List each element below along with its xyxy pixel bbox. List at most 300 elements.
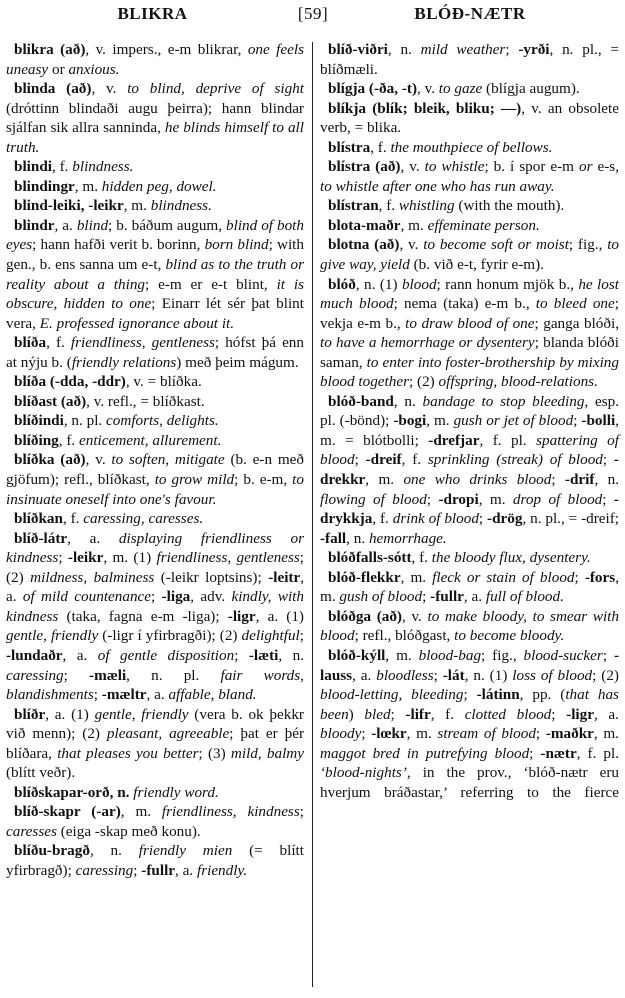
headword: blíðing (14, 431, 59, 449)
dictionary-entry (320, 40, 619, 79)
headword: blind-leiki, -leikr (14, 197, 124, 215)
entry-text: ; e-m er e-t blint, (145, 275, 277, 293)
entry-text: , f. (370, 138, 391, 156)
entry-text: ; (573, 412, 582, 430)
headword: blota-maðr (328, 216, 401, 234)
definition-text: to grow mild (154, 471, 235, 489)
dictionary-entry (320, 235, 619, 274)
definition-text: caressing (75, 861, 134, 879)
entry-text: ; þat er þér blíðara, (6, 725, 304, 762)
entry-text: ; (433, 666, 443, 684)
definition-text: the mouthpiece of bellows. (390, 138, 553, 156)
definition-text: to give way, yield (320, 236, 620, 274)
entry-text: (= blítt yfirbragð); (6, 842, 304, 879)
headword: blíða (-dda, -ddr) (14, 373, 126, 391)
running-head-right: BLÓÐ-NÆTR (414, 4, 526, 23)
entry-text: ; (234, 646, 249, 664)
entry-text: ; (463, 686, 477, 704)
entry-text: , m. (426, 412, 454, 430)
entry-text: (b. e-n með gjöfum); refl., blíðkast, (6, 451, 305, 489)
entry-text: ; (2) (409, 373, 439, 391)
entry-text: ; refl., blóðgast, (354, 627, 455, 645)
entry-text: , m. (478, 490, 513, 508)
dictionary-entry (320, 392, 619, 548)
subentry-headword: -lœkr (371, 725, 407, 743)
headword: blíðkan (14, 510, 63, 528)
definition-text: mild, balmy (230, 744, 304, 762)
dictionary-entry (6, 40, 304, 79)
definition-text: blind (76, 216, 109, 234)
definition-text: spattering of blood (320, 431, 620, 469)
subentry-headword: -fall (320, 529, 347, 547)
entry-text: ; (574, 568, 585, 586)
definition-text: mildness, balminess (30, 568, 155, 586)
dictionary-entry (320, 607, 619, 646)
entry-text: (-ligr í yfirbragði); (2) (98, 627, 242, 645)
entry-text: ; (3) (198, 744, 231, 762)
subentry-headword: -látinn (476, 686, 520, 704)
definition-text: born blind (204, 236, 269, 254)
dictionary-entry (6, 333, 304, 372)
definition-text: to whistle after one who has run away. (320, 177, 555, 195)
entry-text: , a. (175, 861, 197, 879)
entry-text: , f. (58, 431, 79, 449)
entry-text: ; (602, 646, 614, 664)
entry-text: ; b. e-m, (234, 471, 293, 489)
entry-text: ; (93, 686, 102, 704)
definition-text: to enter into foster-brothership by mixing blood together (320, 353, 619, 391)
subentry-headword: -bogi (393, 412, 427, 430)
headword: blóðfalls-sótt (328, 549, 412, 567)
definition-text: fleck or stain of blood (432, 568, 575, 586)
definition-text: bloodless (376, 666, 434, 684)
definition-text: friendliness, kindness (161, 803, 300, 821)
entry-text: ; (299, 803, 304, 821)
definition-text: gush of blood (339, 588, 423, 606)
right-column (320, 40, 619, 802)
definition-text: that has been (320, 686, 619, 723)
dictionary-entry (6, 79, 304, 157)
definition-text: pleasant, agreeable (106, 725, 230, 743)
dictionary-entry (320, 275, 619, 392)
entry-text: ; (58, 549, 68, 567)
subentry-headword: -dropi (438, 490, 479, 508)
definition-text: hidden peg, dowel. (101, 177, 217, 195)
entry-text: , a. (6, 568, 305, 606)
entry-text: ; (551, 705, 567, 723)
definition-text: blind of both eyes (6, 216, 304, 254)
subentry-headword: -leitr (268, 568, 301, 586)
entry-text: , n. (278, 646, 305, 664)
entry-text: ; (299, 627, 304, 645)
dictionary-entry (6, 411, 304, 431)
definition-text: one who drinks blood (403, 471, 552, 489)
headword: blíða (14, 334, 47, 352)
dictionary-entry (320, 138, 619, 158)
headword: blikra (að) (14, 41, 86, 58)
entry-text: , m. (385, 646, 419, 664)
definition-text: he blinds himself to all truth. (6, 119, 304, 156)
headword: blíðindi (14, 412, 64, 430)
headword: blindingr (14, 177, 75, 195)
entry-text: ; (478, 510, 488, 528)
definition-text: friendliness, gentleness (156, 549, 300, 567)
definition-text: friendly word. (133, 783, 219, 801)
headword: blíðskapar-orð, n. (14, 783, 134, 801)
entry-text: , f. (411, 549, 432, 567)
entry-text: , n. (387, 41, 421, 58)
entry-text: , n. (594, 471, 619, 489)
definition-text: bandage to stop bleeding (422, 392, 585, 410)
definition-text: delightful (241, 627, 300, 645)
headword: blístran (328, 197, 379, 215)
entry-text: , m. (400, 568, 433, 586)
definition-text: caresses (6, 822, 57, 840)
entry-text: (-leikr loptsins); (154, 568, 269, 586)
subentry-headword: -drefjar (428, 431, 480, 449)
entry-text: ; (529, 744, 541, 762)
definition-text: fair words, blandishments (6, 666, 304, 704)
definition-text: to become bloody. (454, 627, 565, 645)
entry-text: ; (426, 490, 439, 508)
definition-text: mild weather (420, 41, 506, 58)
subentry-headword: -leikr (67, 549, 104, 567)
headword: blíð-látr (14, 529, 68, 547)
definition-text: loss of blood (512, 666, 593, 684)
entry-text: , n. pl. (126, 666, 221, 684)
definition-text: full of blood. (485, 588, 564, 606)
entry-text: , f. (52, 158, 73, 176)
definition-text: friendly mien (138, 842, 233, 860)
entry-text: , v. = blíðka. (125, 373, 202, 391)
definition-text: enticement, allurement. (79, 431, 222, 449)
dictionary-entry (6, 196, 304, 216)
entry-text: ; (505, 41, 519, 58)
entry-text: , a. (54, 216, 77, 234)
definition-text: to make bloody, to smear with blood (320, 607, 619, 645)
headword: blígja (-ða, -t) (328, 80, 417, 98)
dictionary-entry (320, 568, 619, 607)
entry-text: (eiga -skap með konu). (56, 822, 201, 840)
definition-text: bloody (320, 725, 362, 743)
entry-text: , n. pl., = blíðmæli. (320, 41, 619, 78)
entry-text: ; ganga blóði, (534, 314, 619, 332)
dictionary-entry (6, 177, 304, 197)
definition-text: blood-sucker (523, 646, 603, 664)
definition-text: displaying friendliness or kindness (6, 529, 304, 567)
entry-text: (blítt veðr). (6, 764, 76, 782)
headword: blóð-flekkr (328, 568, 401, 586)
entry-text: , m. (400, 216, 428, 234)
definition-text: friendly. (196, 861, 248, 879)
entry-text: ; (63, 666, 90, 684)
entry-text: , f. pl. (479, 431, 537, 449)
entry-text: , n. (393, 392, 423, 410)
definition-text: sprinkling (streak) of blood (427, 451, 603, 469)
headword: blóðga (að) (328, 607, 402, 625)
headword: blotna (að) (328, 236, 400, 254)
entry-text: , n. (1) (464, 666, 513, 684)
entry-text: ; with gen., b. ens sanna um e-t, (6, 236, 304, 274)
subentry-headword: -yrði (518, 41, 550, 58)
headword: blístra (328, 138, 371, 156)
definition-text: or (578, 158, 593, 176)
definition-text: to have a hemorrhage or dysentery (320, 334, 535, 352)
entry-text: , m. (406, 725, 438, 743)
dictionary-entry (320, 216, 619, 236)
definition-text: E. professed ignorance about it. (39, 314, 235, 332)
definition-text: comforts, delights. (106, 412, 219, 430)
column-divider (312, 42, 313, 987)
subentry-headword: -lifr (405, 705, 431, 723)
definition-text: of gentle disposition (97, 646, 235, 664)
entry-text: , a. (1) (45, 705, 95, 723)
entry-text: ; (551, 471, 565, 489)
definition-text: ‘blood-nights’ (320, 764, 407, 782)
definition-text: drink of blood (392, 510, 479, 528)
subentry-headword: -lundaðr (6, 646, 63, 664)
entry-text: , m. (1) (103, 549, 157, 567)
definition-text: that pleases you better (57, 744, 199, 762)
definition-text: blindness. (150, 197, 212, 215)
entry-text: ; nema (taka) e-m b., (393, 295, 536, 313)
entry-text: , v. refl., = blíðkast. (86, 392, 205, 410)
dictionary-entry (320, 79, 619, 99)
definition-text: to insinuate oneself into one's favour. (6, 471, 304, 508)
definition-text: friendly relations (71, 353, 177, 371)
subentry-headword: -maðkr (545, 725, 594, 743)
definition-text: the bloody flux, dysentery. (431, 549, 591, 567)
entry-text: ; hófst þá enn at nýju b. ( (6, 334, 304, 371)
entry-text: , a. (62, 646, 98, 664)
entry-text: ; Einarr lét sér þat blint vera, (6, 295, 304, 332)
entry-text: ; fig., (481, 646, 524, 664)
entry-text: , f. pl. (576, 744, 619, 762)
definition-text: hemorrhage. (368, 529, 447, 547)
definition-text: whistling (398, 197, 455, 215)
dictionary-entry (6, 392, 304, 412)
entry-text: (with the mouth). (454, 197, 565, 215)
entry-text: ; rann honum mjök b., (436, 275, 579, 293)
entry-text: , m. (74, 177, 102, 195)
entry-text: ; (422, 588, 431, 606)
entry-text: , a. (463, 588, 486, 606)
headword: blíðast (að) (14, 392, 87, 410)
headword: blindr (14, 216, 55, 234)
entry-text: , v. (91, 80, 128, 98)
headword: blóð (328, 275, 356, 293)
definition-text: clotted blood (464, 705, 552, 723)
entry-text: ) með þeim mágum. (176, 353, 299, 371)
dictionary-entry (6, 450, 304, 509)
subentry-headword: -drög (487, 510, 523, 528)
entry-text: , m. (593, 725, 619, 743)
subentry-headword: -dreif (365, 451, 402, 469)
entry-text: , a. (146, 686, 169, 704)
definition-text: to draw blood of one (405, 314, 535, 332)
entry-text: ; (602, 490, 614, 508)
entry-text: ; (133, 861, 142, 879)
dictionary-entry (320, 196, 619, 216)
dictionary-entry (6, 783, 304, 803)
definition-text: blood-letting, bleeding (320, 686, 464, 704)
subentry-headword: -mæltr (101, 686, 147, 704)
entry-text: (blígja augum). (482, 80, 580, 98)
subentry-headword: -lát (442, 666, 465, 684)
entry-text: ; (390, 705, 406, 723)
subentry-headword: -mæli (89, 666, 127, 684)
entry-text: , a. (1) (255, 607, 304, 625)
entry-text: , adv. (190, 588, 232, 606)
entry-text: , f. (62, 510, 84, 528)
entry-text: ; hann hafði verit b. borinn, (32, 236, 205, 254)
definition-text: he lost much blood (320, 275, 619, 313)
entry-text: , a. (67, 529, 119, 547)
headword: blíkja (blík; bleik, bliku; —) (328, 99, 522, 117)
entry-text: ; b. í spor e-m (484, 158, 579, 176)
dictionary-entry (6, 802, 304, 841)
headword: blinda (að) (14, 80, 92, 98)
entry-text: or (48, 60, 69, 78)
left-column (6, 40, 304, 881)
entry-text: , f. (46, 334, 71, 352)
definition-text: drop of blood (512, 490, 603, 508)
entry-text: , n. pl. (63, 412, 107, 430)
entry-text: , in the prov., ‘blóð-nætr eru hverjum bráðastar,’ referring to the fierce (320, 764, 619, 801)
entry-text: , m. = blótbolli; (320, 412, 619, 449)
headword: blíðka (að) (14, 451, 86, 469)
entry-text: , n. (89, 842, 139, 860)
definition-text: to soften, mitigate (111, 451, 225, 469)
entry-text: , v. (417, 80, 439, 98)
entry-text: , m. (120, 803, 162, 821)
entry-text: (dróttinn blindaði augu þeirra); hann blindar sjálfan sik allra sanninda, (6, 99, 304, 137)
subentry-headword: -fors (584, 568, 616, 586)
entry-text: (b. við e-t, fyrir e-m). (409, 256, 544, 274)
headword: blíðu-bragð (14, 842, 90, 860)
subentry-headword: -drif (564, 471, 595, 489)
entry-text: , f. (430, 705, 465, 723)
definition-text: flowing of blood (320, 490, 427, 508)
entry-text: , n. pl., = -dreif; (522, 510, 620, 528)
subentry-headword: -nætr (540, 744, 577, 762)
dictionary-entry (6, 216, 304, 333)
entry-text: , esp. pl. (-bönd); (320, 392, 620, 430)
definition-text: gentle, friendly (94, 705, 189, 723)
entry-text: e-s, (592, 158, 619, 176)
subentry-headword: -ligr (227, 607, 256, 625)
definition-text: one feels uneasy (6, 41, 304, 78)
running-head-left: BLIKRA (117, 4, 188, 23)
definition-text: stream of blood (437, 725, 536, 743)
definition-text: bled (364, 705, 391, 723)
entry-text: , a. (352, 666, 377, 684)
entry-text: , v. (400, 158, 425, 176)
definition-text: kindly, with kindness (6, 588, 304, 625)
subentry-headword: -lauss (320, 646, 619, 684)
dictionary-entry (6, 705, 304, 783)
headword: blóð-band (328, 392, 394, 410)
dictionary-entry (320, 646, 619, 802)
headword: blóð-kýll (328, 646, 386, 664)
definition-text: gentle, friendly (6, 627, 99, 645)
definition-text: of mild countenance (22, 588, 152, 606)
entry-text: , v. (402, 607, 428, 625)
subentry-headword: -drekkr (320, 451, 619, 489)
entry-text: , a. (593, 705, 619, 723)
entry-text: ; (2) (6, 549, 304, 586)
entry-text: , pp. ( (519, 686, 566, 704)
entry-text: , m. (320, 568, 619, 606)
entry-text: , n. (1) (355, 275, 402, 293)
entry-text: , m. (123, 197, 151, 215)
entry-text: ; (354, 451, 366, 469)
definition-text: anxious. (68, 60, 120, 78)
entry-text: (vera b. ok þekkr við menn); (2) (6, 705, 304, 743)
definition-text: to gaze (438, 80, 483, 98)
dictionary-entry (320, 548, 619, 568)
dictionary-entry (320, 157, 619, 196)
definition-text: effeminate person. (427, 216, 540, 234)
entry-text: ; fig., (568, 236, 608, 254)
definition-text: caressing, caresses. (83, 510, 204, 528)
entry-text: , v. (399, 236, 424, 254)
entry-text: ; (2) (592, 666, 619, 684)
headword: blíð-skapr (-ar) (14, 803, 121, 821)
definition-text: caressing (6, 666, 64, 684)
subentry-headword: -drykkja (320, 490, 619, 528)
dictionary-entry (320, 99, 619, 138)
definition-text: friendliness, gentleness (70, 334, 215, 352)
definition-text: offspring, blood-relations. (438, 373, 598, 391)
definition-text: to blind, deprive of sight (127, 80, 304, 98)
entry-text: , n. (346, 529, 369, 547)
entry-text: ; blanda blóði saman, (320, 334, 619, 371)
entry-text: ; (361, 725, 372, 743)
entry-text: , v. (85, 451, 112, 469)
definition-text: blind as to the truth or reality about a thing (6, 256, 304, 293)
definition-text: blood-bag (418, 646, 482, 664)
entry-text: ; b. báðum augum, (108, 216, 227, 234)
dictionary-entry (6, 841, 304, 880)
entry-text: (taka, fagna e-m -liga); (58, 607, 228, 625)
dictionary-entry (6, 431, 304, 451)
headword: blíð-viðri (328, 41, 388, 58)
entry-text: ; (151, 588, 162, 606)
definition-text: to whistle (424, 158, 485, 176)
definition-text: it is obscure, hidden to one (6, 275, 304, 313)
entry-text: , f. (372, 510, 393, 528)
definition-text: blindness. (72, 158, 134, 176)
entry-text: , m. (365, 471, 404, 489)
entry-text: ; (535, 725, 546, 743)
subentry-headword: -fullr (141, 861, 176, 879)
entry-text: ; vekja e-m b., (320, 295, 619, 332)
dictionary-entry (6, 509, 304, 529)
subentry-headword: -bolli (581, 412, 616, 430)
definition-text: to become soft or moist (423, 236, 569, 254)
subentry-headword: -læti (248, 646, 279, 664)
subentry-headword: -liga (161, 588, 191, 606)
entry-text: , v. impers., e-m blikrar, (85, 41, 248, 58)
subentry-headword: -fullr (430, 588, 464, 606)
headword: blístra (að) (328, 158, 401, 176)
definition-text: maggot bred in putrefying blood (320, 744, 530, 762)
definition-text: blood (401, 275, 437, 293)
headword: blíðr (14, 705, 46, 723)
definition-text: to bleed one (535, 295, 615, 313)
dictionary-entry (6, 529, 304, 705)
